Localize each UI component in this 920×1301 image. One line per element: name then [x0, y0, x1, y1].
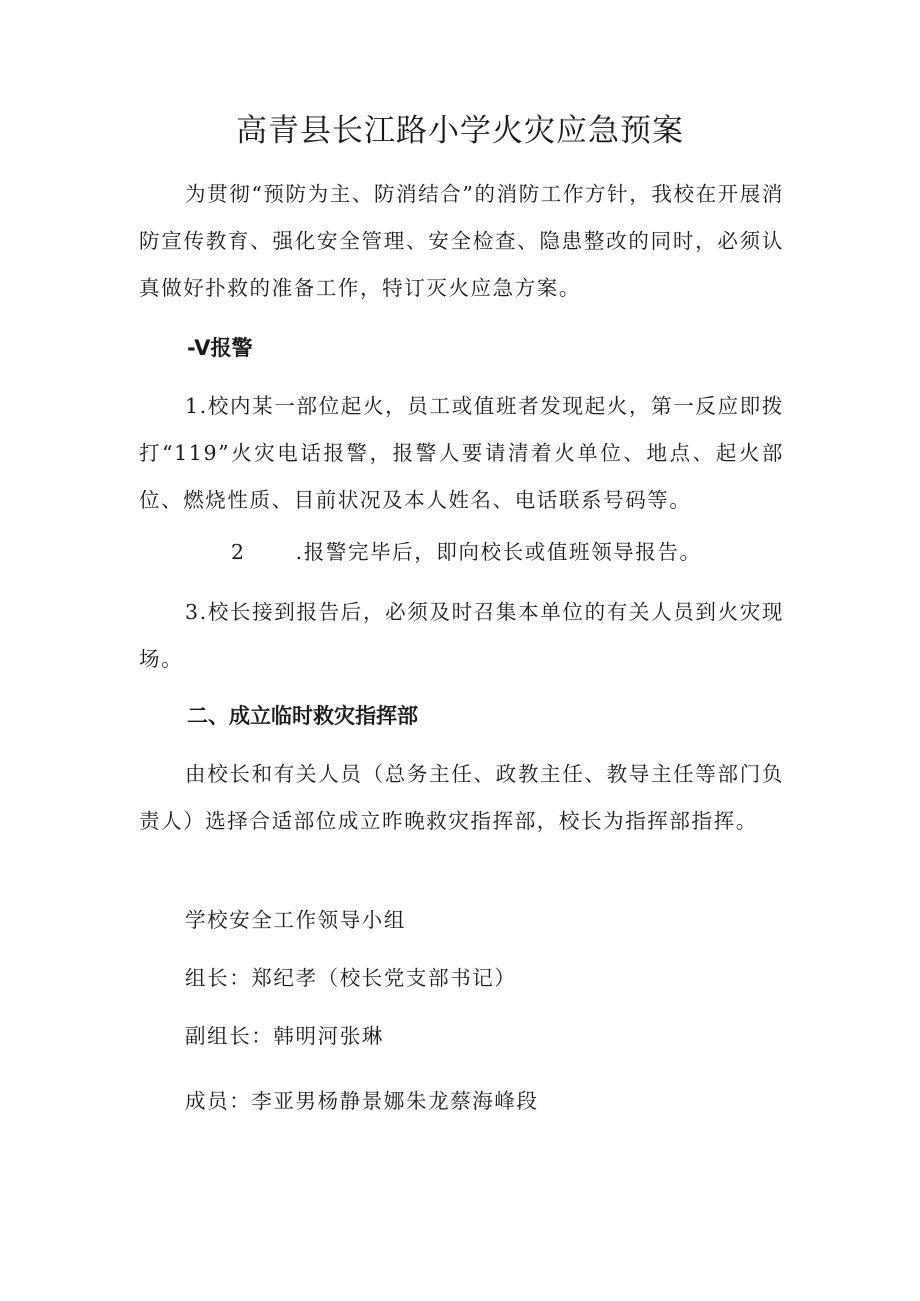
alarm-item-2	[139, 529, 784, 576]
group-deputy-line: 副组长：韩明河张琳	[185, 1024, 384, 1048]
alarm-item-2-text: .报警完毕后，即向校长或值班领导报告。	[295, 540, 702, 564]
safety-group-title: 学校安全工作领导小组	[185, 908, 406, 932]
command-paragraph: 由校长和有关人员（总务主任、政教主任、教导主任等部门负责人）选择合适部位成立昨晚救灾指挥部，校长为指挥部指挥。	[139, 762, 784, 833]
section-heading-command: 二、成立临时救灾指挥部	[187, 704, 418, 728]
intro-paragraph: 为贯彻“预防为主、防消结合”的消防工作方针，我校在开展消防宣传教育、强化安全管理、安全检查、隐患整改的同时，必须认真做好扑救的准备工作，特订灭火应急方案。	[139, 182, 784, 300]
alarm-item-1: 1.校内某一部位起火，员工或值班者发现起火，第一反应即拨打“119”火灾电话报警，报警人要请清着火单位、地点、起火部位、燃烧性质、目前状况及本人姓名、电话联系号码等。	[139, 394, 784, 512]
section-heading-alarm: -V报警	[187, 336, 253, 360]
group-members-line: 成员：李亚男杨静景娜朱龙蔡海峰段	[185, 1089, 539, 1113]
alarm-item-3: 3.校长接到报告后，必须及时召集本单位的有关人员到火灾现场。	[139, 600, 784, 671]
document-title: 高青县长江路小学火灾应急预案	[236, 113, 684, 149]
alarm-item-2-number: 2	[231, 540, 246, 564]
group-leader-line: 组长：郑纪孝（校长党支部书记）	[185, 966, 517, 990]
